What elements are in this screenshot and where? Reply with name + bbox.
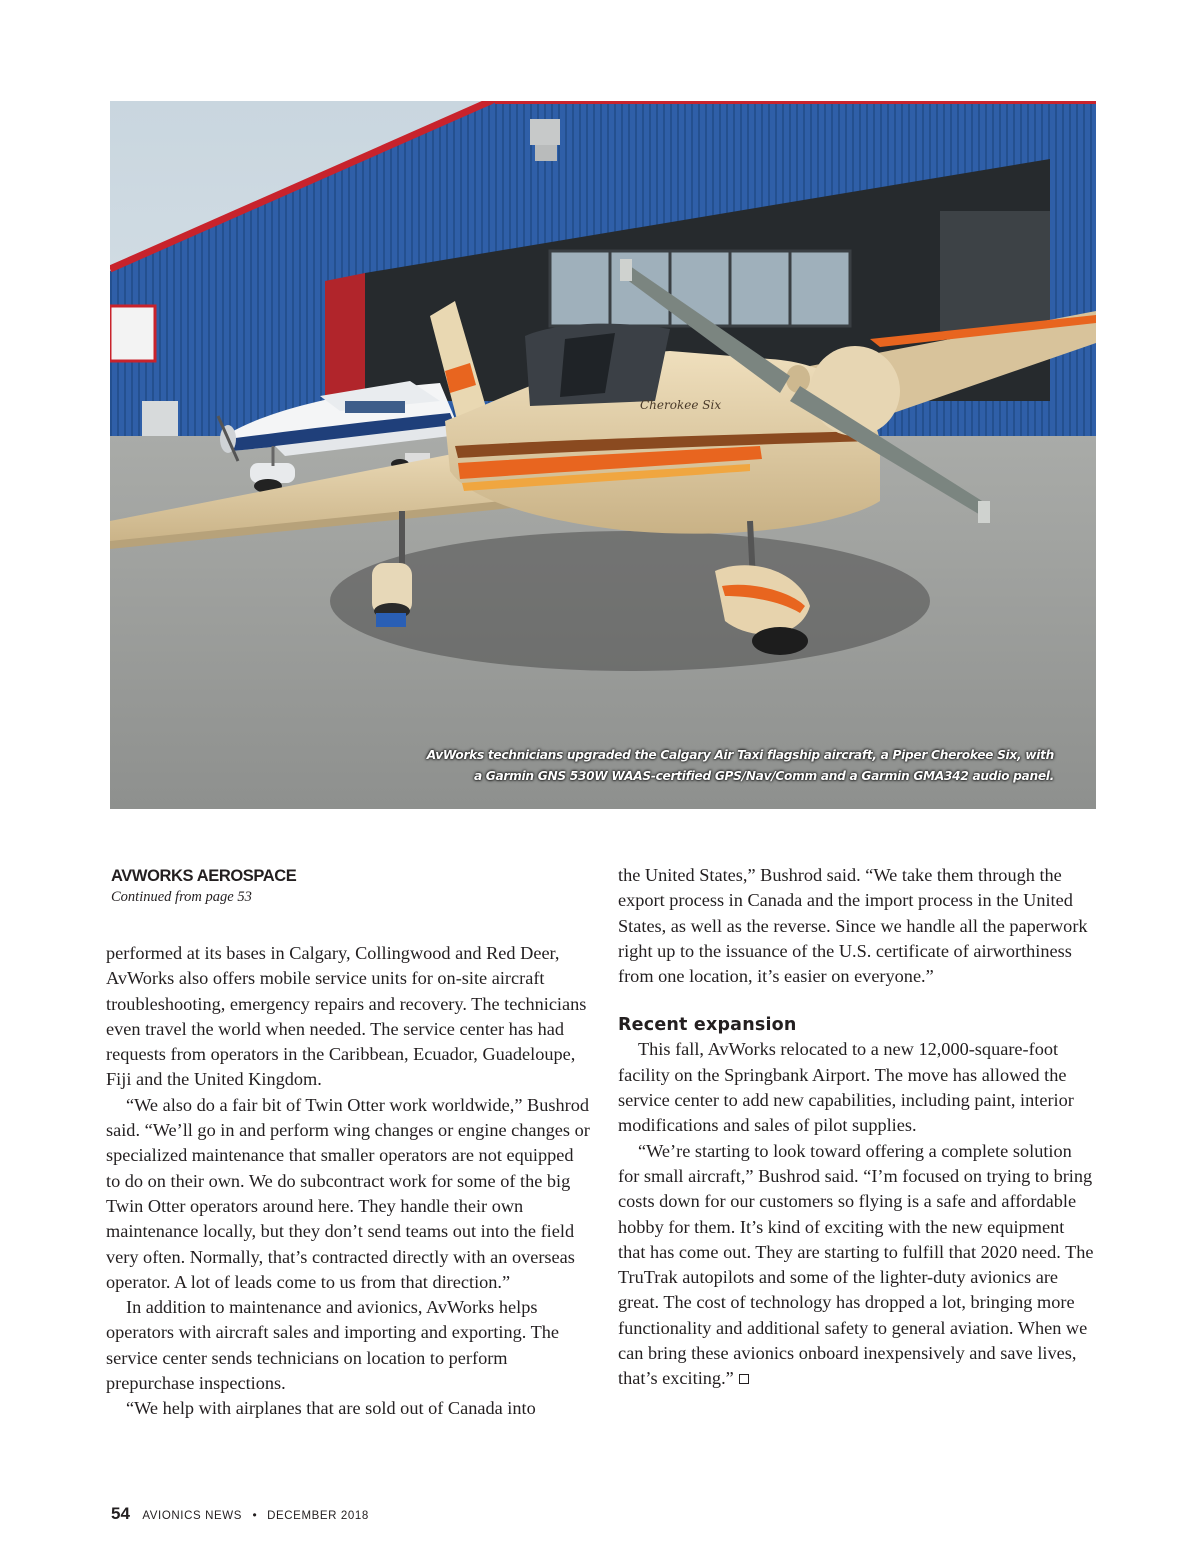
issue-date: DECEMBER 2018 <box>267 1510 369 1522</box>
left-column <box>106 941 592 1422</box>
photo-caption <box>414 745 1054 787</box>
paragraph: This fall, AvWorks relocated to a new 12,000-square-foot facility on the Springbank Airport. The move has allowed the service center to add new capabilities, including paint, interior modifications and sales of pilot supplies. <box>618 1039 1074 1136</box>
continued-note: Continued from page 53 <box>111 889 252 905</box>
hero-photo <box>110 101 1096 809</box>
page-footer <box>111 1504 369 1524</box>
aircraft-illustration <box>110 101 1096 809</box>
right-column <box>618 863 1096 1392</box>
paragraph-text: “We’re starting to look toward offering a complete solution for small aircraft,” Bushrod said. “I’m focused on trying to bring costs down for our customers so flying is a safe and affordable hobby for them. It’s kind of exciting with the new equipment that has come out. They are starting to fulfill that 2020 need. The TruTrak autopilots and some of the lighter-duty avionics are great. The cost of technology has dropped a lot, bringing more functionality and additional safety to general aviation. When we can bring these avionics onboard inexpensively and save lives, that’s exciting.” <box>618 1140 1094 1389</box>
paragraph: In addition to maintenance and avionics, AvWorks helps operators with aircraft sales and importing and exporting. The service center sends technicians on location to perform prepurchase inspections. <box>106 1297 560 1394</box>
final-paragraph <box>618 1139 1096 1392</box>
article-kicker: AVWORKS AEROSPACE <box>111 867 297 885</box>
magazine-name: AVIONICS NEWS <box>142 1510 242 1522</box>
paragraph: “We help with airplanes that are sold out of Canada into <box>126 1398 536 1419</box>
page-number: 54 <box>111 1504 130 1523</box>
cowl-lettering: Cherokee Six <box>640 398 722 412</box>
caption-line-2: a Garmin GNS 530W WAAS-certified GPS/Nav/Comm and a Garmin GMA342 audio panel. <box>473 769 1054 783</box>
paragraph: the United States,” Bushrod said. “We take them through the export process in Canada and the import process in the United States, as well as the reverse. Since we handle all the paperwork right up to the issuance of the U.S. certificate of airworthiness from one location, it’s easier on everyone.” <box>618 865 1088 987</box>
paragraph: “We also do a fair bit of Twin Otter work worldwide,” Bushrod said. “We’ll go in and perform wing changes or engine changes or specialized maintenance that smaller operators are not equipped to do on their own. We do subcontract work for some of the big Twin Otter operators around here. They handle their own maintenance locally, but they don’t send teams out into the field very often. Normally, that’s contracted directly with an overseas operator. A lot of leads come to us from that direction.” <box>106 1094 590 1292</box>
paragraph: performed at its bases in Calgary, Collingwood and Red Deer, AvWorks also offers mobile service units for on-site aircraft troubleshooting, emergency repairs and recovery. The technicians even travel the world when needed. The service center has had requests from operators in the Caribbean, Ecuador, Guadeloupe, Fiji and the United Kingdom. <box>106 943 587 1090</box>
footer-bullet: • <box>252 1508 257 1522</box>
section-subhead: Recent expansion <box>618 1015 797 1036</box>
end-mark-icon <box>739 1374 749 1384</box>
caption-line-1: AvWorks technicians upgraded the Calgary Air Taxi flagship aircraft, a Piper Cherokee Six, with <box>426 748 1054 762</box>
